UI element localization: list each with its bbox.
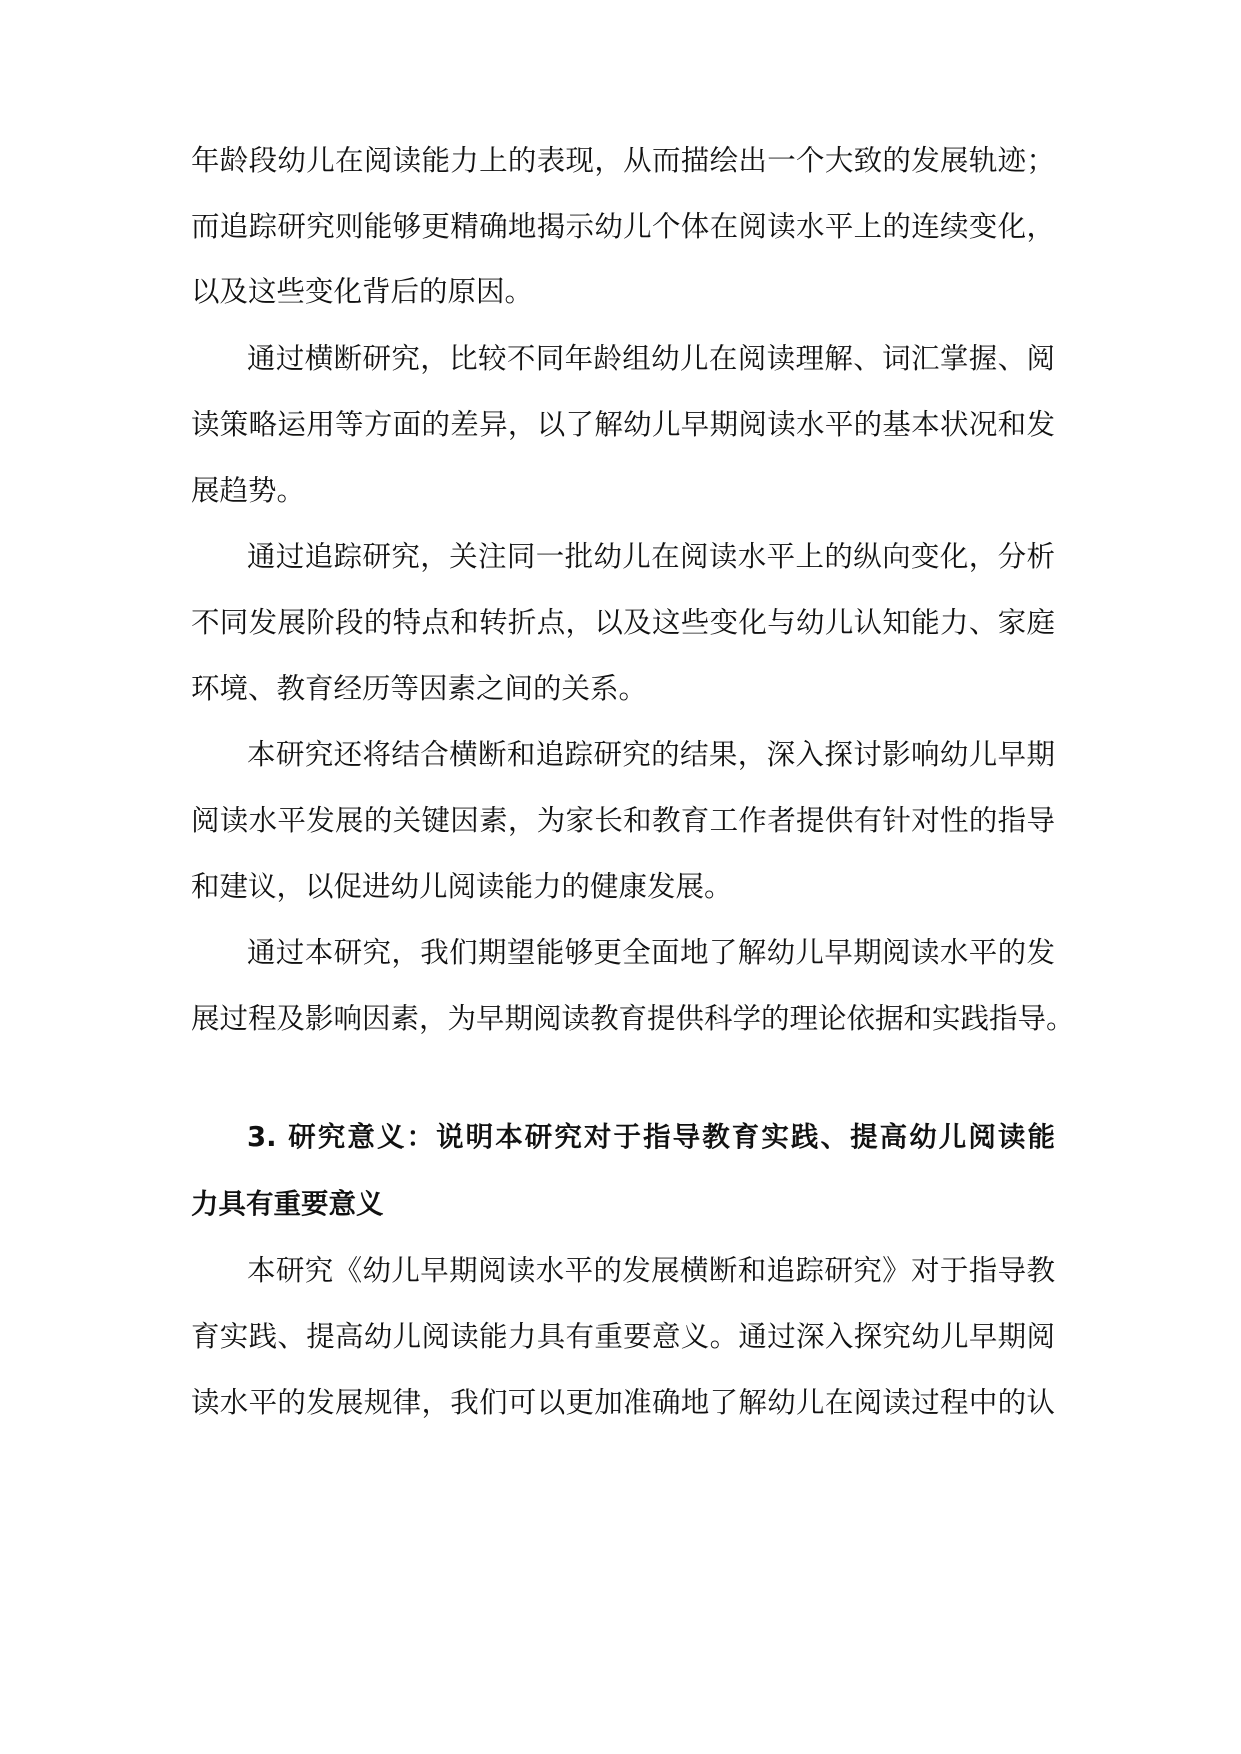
paragraph-line: 而追踪研究则能够更精确地揭示幼儿个体在阅读水平上的连续变化， [191, 210, 1055, 243]
paragraph-line: 展过程及影响因素，为早期阅读教育提供科学的理论依据和实践指导。 [191, 1002, 1075, 1035]
paragraph-line: 本研究《幼儿早期阅读水平的发展横断和追踪研究》对于指导教 [247, 1254, 1055, 1287]
paragraph-line: 通过横断研究，比较不同年龄组幼儿在阅读理解、词汇掌握、阅 [247, 342, 1055, 375]
paragraph-line: 本研究还将结合横断和追踪研究的结果，深入探讨影响幼儿早期 [247, 738, 1055, 771]
paragraph-line: 年龄段幼儿在阅读能力上的表现，从而描绘出一个大致的发展轨迹； [191, 144, 1055, 177]
paragraph-line: 展趋势。 [191, 474, 306, 507]
paragraph-line: 和建议，以促进幼儿阅读能力的健康发展。 [191, 870, 733, 903]
paragraph-line: 不同发展阶段的特点和转折点，以及这些变化与幼儿认知能力、家庭 [191, 606, 1055, 639]
paragraph-line: 通过本研究，我们期望能够更全面地了解幼儿早期阅读水平的发 [247, 936, 1055, 969]
paragraph-line: 读策略运用等方面的差异，以了解幼儿早期阅读水平的基本状况和发 [191, 408, 1055, 441]
paragraph-line: 环境、教育经历等因素之间的关系。 [191, 672, 648, 705]
paragraph-line: 阅读水平发展的关键因素，为家长和教育工作者提供有针对性的指导 [191, 804, 1055, 837]
paragraph-line: 通过追踪研究，关注同一批幼儿在阅读水平上的纵向变化，分析 [247, 540, 1055, 573]
paragraph-line: 以及这些变化背后的原因。 [191, 275, 534, 308]
section-heading: 3. 研究意义：说明本研究对于指导教育实践、提高幼儿阅读能 [247, 1121, 1055, 1153]
paragraph-line: 读水平的发展规律，我们可以更加准确地了解幼儿在阅读过程中的认 [191, 1386, 1055, 1419]
paragraph-line: 育实践、提高幼儿阅读能力具有重要意义。通过深入探究幼儿早期阅 [191, 1320, 1055, 1353]
section-heading: 力具有重要意义 [191, 1188, 384, 1220]
